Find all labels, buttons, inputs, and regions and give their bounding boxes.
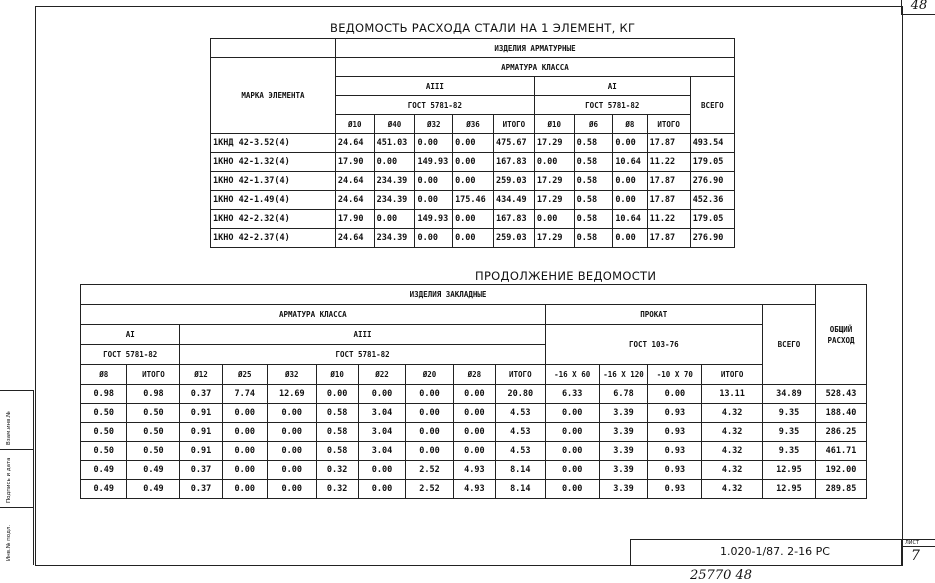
t2-subheader: Ø25 [222,365,267,385]
t1-value-cell: 17.87 [647,229,690,248]
t2-value-cell: 0.00 [316,385,358,404]
t2-armatura-header: АРМАТУРА КЛАССА [81,305,546,325]
document-code: 1.020-1/87. 2-16 РС [720,545,830,558]
t2-row [81,480,867,499]
t1-value-cell: 17.87 [647,134,690,153]
t1-value-cell: 17.29 [534,172,574,191]
t2-value-cell: 9.35 [762,442,815,461]
t1-value-cell: 24.64 [335,172,374,191]
t2-value-cell: 4.32 [702,442,763,461]
t2-a3-header: АIII [180,325,545,345]
t2-value-cell: 0.00 [267,461,316,480]
t2-value-cell: 0.00 [545,442,599,461]
t1-value-cell: 17.29 [534,229,574,248]
t1-value-cell: 0.00 [534,210,574,229]
t2-value-cell: 0.32 [316,480,358,499]
t1-value-cell: 276.90 [690,229,734,248]
t2-row [81,461,867,480]
t1-blank [211,39,336,58]
t2-value-cell: 0.00 [267,423,316,442]
t2-value-cell: 0.00 [648,385,702,404]
t2-value-cell: 0.93 [648,404,702,423]
t1-value-cell: 17.87 [647,191,690,210]
t1-subheader: Ø36 [453,115,494,134]
t2-subheader: Ø10 [316,365,358,385]
t2-value-cell: 0.00 [453,423,495,442]
t1-value-cell: 24.64 [335,134,374,153]
t2-value-cell: 0.00 [222,423,267,442]
t2-value-cell: 3.39 [599,442,648,461]
t2-value-cell: 0.98 [81,385,127,404]
t1-value-cell: 0.00 [453,210,494,229]
t2-value-cell: 3.39 [599,480,648,499]
t2-value-cell: 0.00 [267,480,316,499]
t2-value-cell: 192.00 [816,461,867,480]
t1-subheader: ИТОГО [647,115,690,134]
t1-value-cell: 0.58 [574,134,613,153]
t2-subheader: Ø32 [267,365,316,385]
t2-value-cell: 0.50 [127,404,180,423]
t1-value-cell: 475.67 [493,134,534,153]
t1-gost-a3: ГОСТ 5781-82 [335,96,534,115]
t2-row [81,404,867,423]
t1-value-cell: 0.58 [574,153,613,172]
t1-subheader: ИТОГО [493,115,534,134]
t2-value-cell: 20.80 [495,385,545,404]
t1-marka-header: МАРКА ЭЛЕМЕНТА [211,58,336,134]
t1-value-cell: 175.46 [453,191,494,210]
t1-mark-cell: 1КНО 42-1.32(4) [211,153,336,172]
t1-value-cell: 0.00 [613,172,647,191]
t2-subheader: Ø12 [180,365,222,385]
steel-table [210,38,735,248]
t2-value-cell: 0.00 [267,404,316,423]
page-number: 48 [901,0,935,15]
t2-gost-a3: ГОСТ 5781-82 [180,345,545,365]
t1-mark-cell: 1КНО 42-1.37(4) [211,172,336,191]
side-label-inventory: Инв.№ подл. [6,524,12,561]
t2-value-cell: 12.95 [762,480,815,499]
t1-value-cell: 451.03 [374,134,415,153]
t1-value-cell: 179.05 [690,153,734,172]
sheet-number: 7 [911,548,920,564]
t1-row [211,191,735,210]
t2-value-cell: 4.53 [495,442,545,461]
t2-value-cell: 4.53 [495,423,545,442]
t1-value-cell: 17.87 [647,172,690,191]
t2-value-cell: 3.39 [599,423,648,442]
t1-value-cell: 259.03 [493,172,534,191]
t2-value-cell: 4.32 [702,423,763,442]
t1-value-cell: 24.64 [335,229,374,248]
t2-value-cell: 0.50 [81,423,127,442]
t2-value-cell: 0.37 [180,461,222,480]
table2-title: ПРОДОЛЖЕНИЕ ВЕДОМОСТИ [475,269,657,283]
t1-value-cell: 0.00 [415,191,453,210]
t2-subheader: Ø22 [358,365,406,385]
t1-mark-cell: 1КНО 42-2.32(4) [211,210,336,229]
t2-value-cell: 0.00 [406,404,454,423]
t1-value-cell: 149.93 [415,210,453,229]
t2-value-cell: 12.69 [267,385,316,404]
t1-mark-cell: 1КНО 42-2.37(4) [211,229,336,248]
t1-value-cell: 10.64 [613,210,647,229]
t2-value-cell: 0.00 [453,385,495,404]
t1-value-cell: 0.58 [574,191,613,210]
t2-value-cell: 0.58 [316,423,358,442]
side-label-replace: Взам.инв.№ [6,411,12,445]
t1-subheader: Ø10 [335,115,374,134]
t1-value-cell: 452.36 [690,191,734,210]
t2-value-cell: 0.00 [222,480,267,499]
t1-value-cell: 0.58 [574,229,613,248]
t2-value-cell: 8.14 [495,461,545,480]
t1-value-cell: 10.64 [613,153,647,172]
t2-value-cell: 4.93 [453,480,495,499]
t2-vsego-header: ВСЕГО [762,305,815,385]
t2-value-cell: 3.39 [599,404,648,423]
t1-value-cell: 0.00 [453,134,494,153]
t2-value-cell: 0.58 [316,404,358,423]
t1-armatura-header: АРМАТУРА КЛАССА [335,58,734,77]
t2-value-cell: 4.32 [702,480,763,499]
sheet-label: ЛИСТ [905,540,920,546]
t1-subheader: Ø32 [415,115,453,134]
t1-value-cell: 17.90 [335,153,374,172]
t2-value-cell: 528.43 [816,385,867,404]
t1-value-cell: 11.22 [647,210,690,229]
t1-subheader: Ø6 [574,115,613,134]
t1-value-cell: 149.93 [415,153,453,172]
side-cell-inventory [0,507,33,565]
t1-value-cell: 0.00 [453,172,494,191]
t2-row [81,423,867,442]
t1-value-cell: 0.00 [453,153,494,172]
t1-value-cell: 0.00 [374,153,415,172]
t1-value-cell: 234.39 [374,191,415,210]
t1-value-cell: 0.00 [613,229,647,248]
t2-value-cell: 0.50 [127,442,180,461]
t1-row [211,210,735,229]
t2-subheader: Ø20 [406,365,454,385]
t2-gost-a1: ГОСТ 5781-82 [81,345,180,365]
t2-subheader: Ø28 [453,365,495,385]
t2-row [81,442,867,461]
t2-value-cell: 286.25 [816,423,867,442]
t2-prokat-header: ПРОКАТ [545,305,762,325]
t2-value-cell: 2.52 [406,480,454,499]
side-cell-replace [0,391,33,450]
t2-a1-header: АI [81,325,180,345]
t1-value-cell: 0.00 [415,134,453,153]
t1-value-cell: 259.03 [493,229,534,248]
t1-value-cell: 434.49 [493,191,534,210]
t2-value-cell: 0.50 [127,423,180,442]
t2-subheader: -10 Х 70 [648,365,702,385]
t2-obshiy-header: ОБЩИЙ РАСХОД [816,285,867,385]
t1-mark-cell: 1КНО 42-1.49(4) [211,191,336,210]
t1-value-cell: 0.00 [613,134,647,153]
t1-value-cell: 179.05 [690,210,734,229]
t2-subheader: Ø8 [81,365,127,385]
t2-value-cell: 4.32 [702,404,763,423]
t2-value-cell: 6.78 [599,385,648,404]
continuation-table [80,284,867,499]
t1-value-cell: 17.29 [534,134,574,153]
t2-value-cell: 0.49 [127,461,180,480]
t2-value-cell: 0.91 [180,423,222,442]
t2-row [81,385,867,404]
t1-value-cell: 0.00 [453,229,494,248]
t2-value-cell: 0.32 [316,461,358,480]
t2-value-cell: 0.58 [316,442,358,461]
t2-gost-prokat: ГОСТ 103-76 [545,325,762,365]
t1-subheader: Ø40 [374,115,415,134]
t2-izdelia-header: ИЗДЕЛИЯ ЗАКЛАДНЫЕ [81,285,816,305]
t2-value-cell: 0.49 [81,480,127,499]
t2-subheader: ИТОГО [495,365,545,385]
t2-value-cell: 461.71 [816,442,867,461]
t1-value-cell: 0.58 [574,172,613,191]
t1-value-cell: 0.00 [415,229,453,248]
t1-value-cell: 0.00 [374,210,415,229]
t1-a3-header: АIII [335,77,534,96]
t2-value-cell: 0.37 [180,480,222,499]
t1-value-cell: 11.22 [647,153,690,172]
t1-value-cell: 167.83 [493,210,534,229]
t1-value-cell: 0.58 [574,210,613,229]
t2-value-cell: 4.53 [495,404,545,423]
t2-subheader: ИТОГО [702,365,763,385]
t2-value-cell: 289.85 [816,480,867,499]
t2-value-cell: 4.93 [453,461,495,480]
t2-value-cell: 0.00 [222,404,267,423]
t2-value-cell: 6.33 [545,385,599,404]
t1-value-cell: 0.00 [534,153,574,172]
t2-value-cell: 0.49 [127,480,180,499]
t2-value-cell: 0.00 [545,404,599,423]
t1-value-cell: 167.83 [493,153,534,172]
t2-value-cell: 0.49 [81,461,127,480]
sheet-divider [902,546,935,547]
t2-value-cell: 3.04 [358,404,406,423]
t2-value-cell: 0.00 [453,442,495,461]
t2-value-cell: 0.37 [180,385,222,404]
t2-value-cell: 0.98 [127,385,180,404]
table1-title: ВЕДОМОСТЬ РАСХОДА СТАЛИ НА 1 ЭЛЕМЕНТ, КГ [330,21,636,35]
t2-value-cell: 7.74 [222,385,267,404]
t2-subheader: -16 Х 120 [599,365,648,385]
t2-value-cell: 0.93 [648,423,702,442]
t2-value-cell: 34.89 [762,385,815,404]
t2-value-cell: 0.91 [180,442,222,461]
t2-value-cell: 0.00 [453,404,495,423]
t2-value-cell: 0.00 [358,385,406,404]
t1-gost-a1: ГОСТ 5781-82 [534,96,690,115]
inventory-number: 25770 48 [690,568,753,583]
t1-subheader: Ø8 [613,115,647,134]
t2-value-cell: 0.50 [81,442,127,461]
side-stamp-strip [0,390,34,565]
t2-value-cell: 2.52 [406,461,454,480]
t1-mark-cell: 1КНД 42-3.52(4) [211,134,336,153]
t1-value-cell: 234.39 [374,172,415,191]
t2-value-cell: 3.04 [358,423,406,442]
t2-value-cell: 0.91 [180,404,222,423]
t2-value-cell: 0.00 [267,442,316,461]
t1-value-cell: 0.00 [415,172,453,191]
t2-value-cell: 0.00 [222,442,267,461]
t2-value-cell: 0.00 [358,480,406,499]
t2-value-cell: 0.00 [545,461,599,480]
t2-value-cell: 0.00 [406,385,454,404]
t2-value-cell: 0.00 [358,461,406,480]
t1-vsego-header: ВСЕГО [690,77,734,134]
t2-value-cell: 4.32 [702,461,763,480]
t2-value-cell: 9.35 [762,404,815,423]
t1-row [211,229,735,248]
t1-value-cell: 24.64 [335,191,374,210]
t1-row [211,134,735,153]
t2-value-cell: 0.00 [406,442,454,461]
side-cell-signature [0,449,33,508]
t2-value-cell: 13.11 [702,385,763,404]
t2-value-cell: 0.00 [545,423,599,442]
t2-value-cell: 0.00 [406,423,454,442]
t2-value-cell: 8.14 [495,480,545,499]
t1-subheader: Ø10 [534,115,574,134]
t1-izdelia-header: ИЗДЕЛИЯ АРМАТУРНЫЕ [335,39,734,58]
t2-value-cell: 0.93 [648,461,702,480]
t1-value-cell: 493.54 [690,134,734,153]
t2-value-cell: 0.93 [648,480,702,499]
t1-value-cell: 0.00 [613,191,647,210]
t2-value-cell: 188.40 [816,404,867,423]
t1-value-cell: 234.39 [374,229,415,248]
t1-row [211,172,735,191]
t1-value-cell: 276.90 [690,172,734,191]
t2-value-cell: 9.35 [762,423,815,442]
t2-value-cell: 0.00 [545,480,599,499]
t2-value-cell: 0.00 [222,461,267,480]
t1-a1-header: АI [534,77,690,96]
t1-value-cell: 17.90 [335,210,374,229]
t2-value-cell: 3.04 [358,442,406,461]
t2-value-cell: 3.39 [599,461,648,480]
t2-subheader: -16 Х 60 [545,365,599,385]
t2-subheader-row [81,365,867,385]
t2-value-cell: 0.50 [81,404,127,423]
t2-value-cell: 12.95 [762,461,815,480]
t2-subheader: ИТОГО [127,365,180,385]
t2-value-cell: 0.93 [648,442,702,461]
side-label-signature: Подпись и дата [6,457,12,503]
t1-row [211,153,735,172]
t1-value-cell: 17.29 [534,191,574,210]
